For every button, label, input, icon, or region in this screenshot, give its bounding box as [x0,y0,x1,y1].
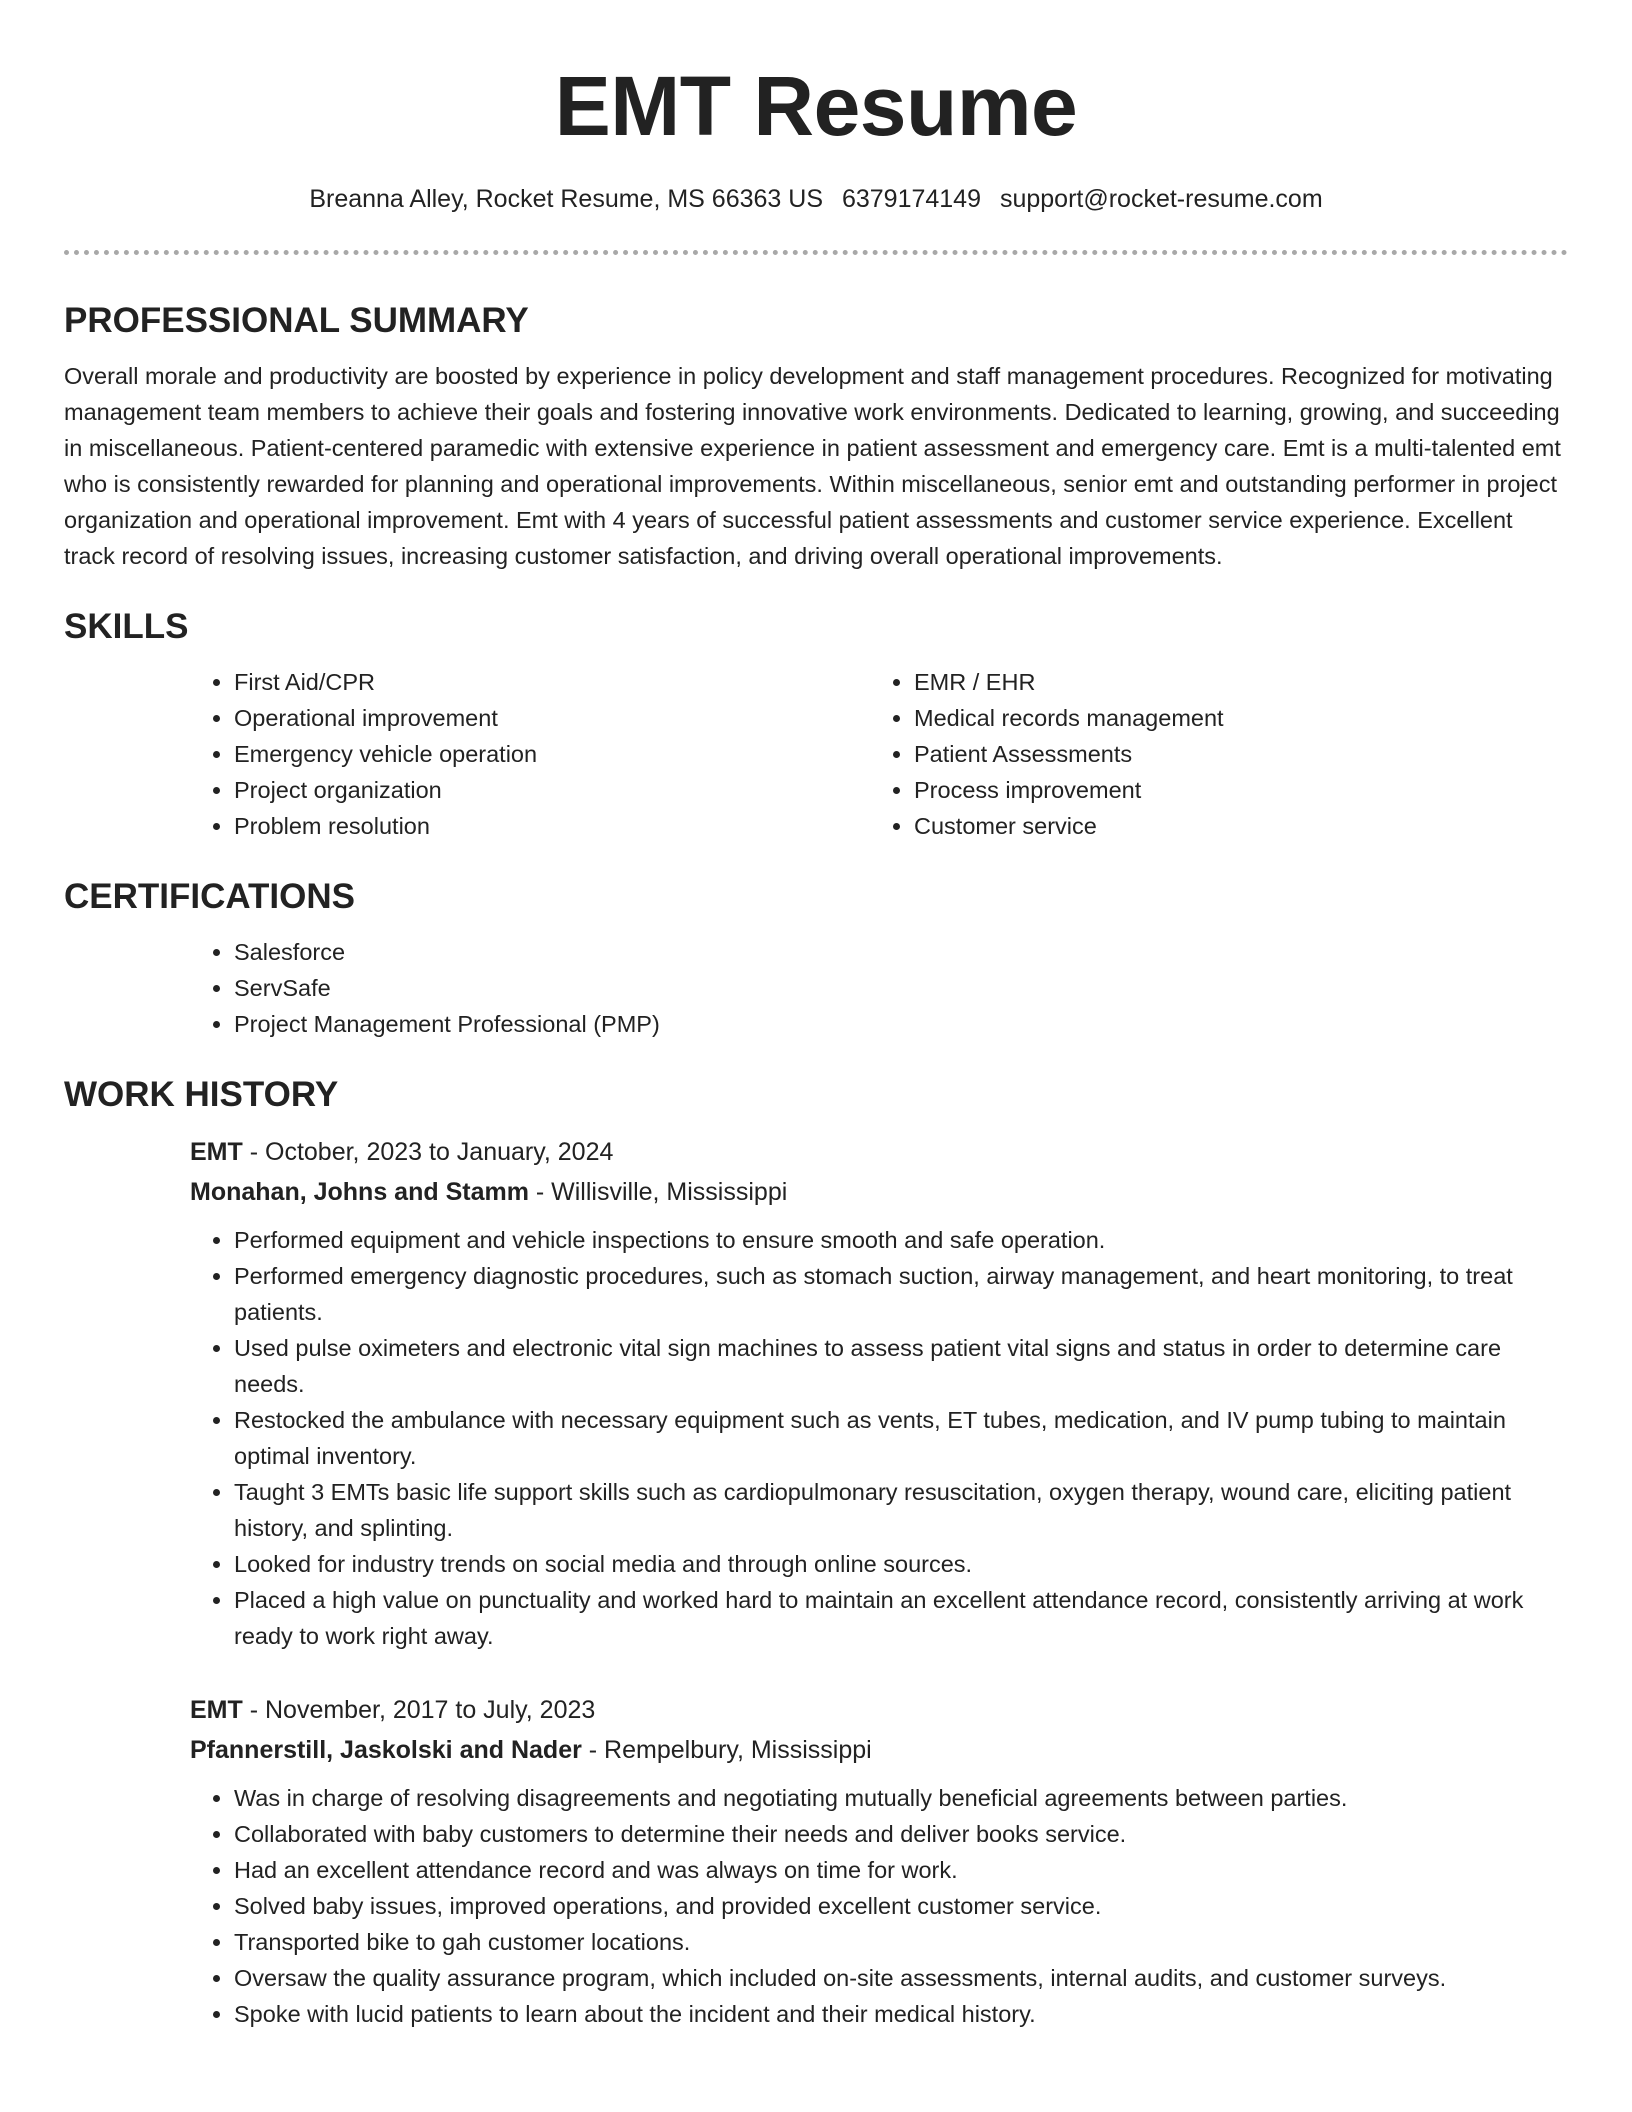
skills-column-left [190,664,870,844]
job-bullet: • Looked for industry trends on social media and through online sources. [234,1546,1568,1582]
skills-section [64,602,1568,844]
certifications-block [190,934,1568,1042]
job-bullets [190,1780,1568,2032]
job-bullet: • Transported bike to gah customer locations. [234,1924,1568,1960]
certifications-section [64,872,1568,1042]
job-entry [190,1690,1568,2032]
skills-list-right [870,664,1550,844]
job-bullet: • Placed a high value on punctuality and worked hard to maintain an excellent attendance record, consistently arriving at work ready to work right away. [234,1582,1568,1654]
contact-address: Breanna Alley, Rocket Resume, MS 66363 US [309,185,823,213]
job-company-line [190,1172,1568,1212]
job-entry [190,1132,1568,1654]
skill-item: • Project organization [234,772,870,808]
resume-content [64,296,1568,2032]
job-location: - Rempelbury, Mississippi [581,1736,872,1764]
job-bullet: • Restocked the ambulance with necessary equipment such as vents, ET tubes, medication, and IV pump tubing to maintain optimal inventory. [234,1402,1568,1474]
skill-item: • Process improvement [914,772,1550,808]
skills-column-right [870,664,1550,844]
job-bullet: • Collaborated with baby customers to determine their needs and deliver books service. [234,1816,1568,1852]
skills-heading: SKILLS [64,607,189,646]
job-bullet: • Was in charge of resolving disagreements and negotiating mutually beneficial agreements between parties. [234,1780,1568,1816]
job-location: - Willisville, Mississippi [528,1178,788,1206]
job-bullet: • Performed emergency diagnostic procedures, such as stomach suction, airway management, and heart monitoring, to treat patients. [234,1258,1568,1330]
skill-item: • First Aid/CPR [234,664,870,700]
job-role: EMT [190,1696,243,1724]
summary-heading: PROFESSIONAL SUMMARY [64,301,529,340]
skills-columns [190,664,1568,844]
job-bullet: • Had an excellent attendance record and was always on time for work. [234,1852,1568,1888]
job-title-line [190,1132,1568,1172]
skill-item: • Emergency vehicle operation [234,736,870,772]
certification-item: • ServSafe [234,970,1568,1006]
job-bullet: • Performed equipment and vehicle inspections to ensure smooth and safe operation. [234,1222,1568,1258]
job-company-line [190,1730,1568,1770]
skills-list-left [190,664,870,844]
job-bullet: • Solved baby issues, improved operations, and provided excellent customer service. [234,1888,1568,1924]
skill-item: • Medical records management [914,700,1550,736]
job-dates: - October, 2023 to January, 2024 [242,1138,614,1166]
work-history-section [64,1070,1568,2032]
skill-item: • Operational improvement [234,700,870,736]
certification-item: • Project Management Professional (PMP) [234,1006,1568,1042]
resume-title: EMT Resume [554,59,1078,153]
work-history-heading: WORK HISTORY [64,1075,339,1114]
job-company: Pfannerstill, Jaskolski and Nader [190,1736,582,1764]
contact-email: support@rocket-resume.com [999,185,1323,213]
skill-item: • EMR / EHR [914,664,1550,700]
job-bullet: • Used pulse oximeters and electronic vital sign machines to assess patient vital signs and status in order to determine care needs. [234,1330,1568,1402]
job-company: Monahan, Johns and Stamm [190,1178,529,1206]
job-bullet: • Taught 3 EMTs basic life support skills such as cardiopulmonary resuscitation, oxygen therapy, wound care, eliciting patient history, and splinting. [234,1474,1568,1546]
certifications-heading: CERTIFICATIONS [64,877,356,916]
summary-text: Overall morale and productivity are boosted by experience in policy development and staff management procedures. Recognized for motivating management team members to achieve their goals and fostering innovative work environments. Dedicated to learning, growing, and succeeding in miscellaneous. Patient-centered paramedic with extensive experience in patient assessment and emergency care. Emt is a multi-talented emt who is consistently rewarded for planning and operational improvements. Within miscellaneous, senior emt and outstanding performer in project organization and operational improvement. Emt with 4 years of successful patient assessments and customer service experience. Excellent track record of resolving issues, increasing customer satisfaction, and driving overall operational improvements. [64,363,1561,569]
job-role: EMT [190,1138,243,1166]
certifications-list [190,934,1568,1042]
job-title-line [190,1690,1568,1730]
job-bullets [190,1222,1568,1654]
skill-item: • Problem resolution [234,808,870,844]
job-bullet: • Spoke with lucid patients to learn about the incident and their medical history. [234,1996,1568,2032]
skill-item: • Customer service [914,808,1550,844]
job-dates: - November, 2017 to July, 2023 [242,1696,596,1724]
job-bullet: • Oversaw the quality assurance program, which included on-site assessments, internal audits, and customer surveys. [234,1960,1568,1996]
header-divider [64,250,1568,255]
skill-item: • Patient Assessments [914,736,1550,772]
contact-line [0,183,1632,215]
contact-phone: 6379174149 [841,185,981,213]
certification-item: • Salesforce [234,934,1568,970]
summary-section [64,296,1568,574]
